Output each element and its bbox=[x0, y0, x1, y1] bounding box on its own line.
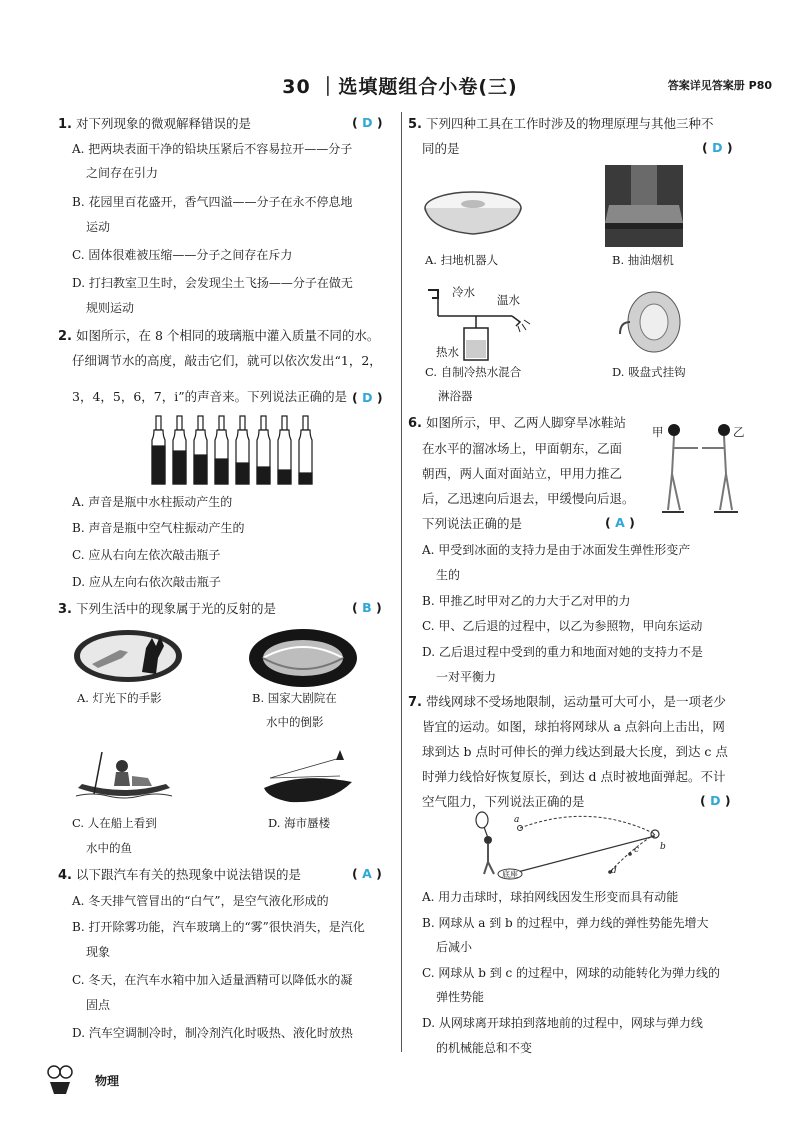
q7-option-b-line2: 后减小 bbox=[436, 940, 473, 954]
question-2-text-1: 如图所示，在 8 个相同的玻璃瓶中灌入质量不同的水。 bbox=[75, 328, 380, 343]
mirage-image bbox=[260, 748, 356, 808]
q4-option-b-line1: B. 打开除雾功能，汽车玻璃上的“雾”很快消失，是汽化 bbox=[72, 920, 365, 934]
question-4-number: 4. bbox=[58, 868, 72, 883]
bottle-8 bbox=[299, 416, 312, 484]
column-divider bbox=[401, 112, 402, 1052]
question-7-stem-line1 bbox=[408, 693, 726, 712]
question-2-stem-line3: 3，4，5，6，7，i”的声音来。下列说法正确的是 bbox=[72, 389, 348, 404]
q6-option-d-line1: D. 乙后退过程中受到的重力和地面对她的支持力不是 bbox=[422, 645, 703, 659]
q2-option-a: A. 声音是瓶中水柱振动产生的 bbox=[72, 495, 233, 509]
q3-caption-c-line1: C. 人在船上看到 bbox=[72, 816, 157, 830]
question-2-stem-line1 bbox=[58, 327, 379, 346]
q7-point-a: a bbox=[514, 815, 520, 825]
q1-option-b-line2: 运动 bbox=[86, 220, 111, 234]
q7-option-c-line2: 弹性势能 bbox=[436, 990, 485, 1004]
q6-label-yi: 乙 bbox=[733, 425, 745, 439]
question-2-answer: ( D ) bbox=[352, 390, 383, 405]
bottle-2 bbox=[173, 416, 186, 484]
q7-option-a: A. 用力击球时，球拍网线因发生形变而具有动能 bbox=[422, 890, 679, 904]
answer-reference: 答案详见答案册 P80 bbox=[667, 79, 772, 92]
q4-option-c-line2: 固点 bbox=[86, 998, 111, 1012]
question-7-stem-line3: 球到达 b 点时可伸长的弹力线达到最大长度，到达 c 点 bbox=[422, 744, 728, 759]
question-2-number: 2. bbox=[58, 329, 72, 344]
bottle-1 bbox=[152, 416, 165, 484]
q7-option-c-line1: C. 网球从 b 到 c 的过程中，网球的动能转化为弹力线的 bbox=[422, 966, 721, 980]
q3-caption-b-line2: 水中的倒影 bbox=[266, 715, 324, 729]
question-4-stem bbox=[58, 866, 301, 885]
q7-option-d-line1: D. 从网球离开球拍到落地前的过程中，网球与弹力线 bbox=[422, 1016, 703, 1030]
q5-label-warm: 温水 bbox=[497, 293, 520, 307]
question-1-text: 对下列现象的微观解释错误的是 bbox=[75, 116, 251, 131]
question-5-stem-line2: 同的是 bbox=[422, 141, 460, 156]
q4-option-b-line2: 现象 bbox=[86, 945, 111, 959]
question-1-number: 1. bbox=[58, 117, 72, 132]
question-6-answer: ( A ) bbox=[605, 515, 635, 530]
question-1-answer: ( D ) bbox=[352, 115, 383, 130]
q1-option-a-line1: A. 把两块表面干净的铅块压紧后不容易拉开——分子 bbox=[72, 142, 353, 156]
bottle-3 bbox=[194, 416, 207, 484]
question-7-answer: ( D ) bbox=[700, 793, 731, 808]
bottle-5 bbox=[236, 416, 249, 484]
q5-caption-c-line1: C. 自制冷热水混合 bbox=[425, 365, 522, 379]
q7-point-c: c bbox=[634, 845, 640, 855]
question-1-stem bbox=[58, 115, 251, 134]
question-5-answer: ( D ) bbox=[702, 140, 733, 155]
question-7-stem-line2: 皆宜的运动。如图，球拍将网球从 a 点斜向上击出，网 bbox=[422, 719, 725, 734]
q5-caption-d: D. 吸盘式挂钩 bbox=[612, 365, 686, 379]
q1-option-d-line1: D. 打扫教室卫生时，会发现尘土飞扬——分子在做无 bbox=[72, 276, 353, 290]
question-6-text-1: 如图所示，甲、乙两人脚穿旱冰鞋站 bbox=[425, 415, 626, 430]
q7-point-d: d bbox=[611, 866, 617, 876]
question-4-text: 以下跟汽车有关的热现象中说法错误的是 bbox=[75, 867, 301, 882]
q6-option-d-line2: 一对平衡力 bbox=[436, 670, 497, 684]
question-3-stem bbox=[58, 600, 276, 619]
question-6-stem-line2: 在水平的溜冰场上，甲面朝东，乙面 bbox=[422, 441, 623, 456]
q4-option-c-line1: C. 冬天，在汽车水箱中加入适量酒精可以降低水的凝 bbox=[72, 973, 353, 987]
question-7-stem-line4: 时弹力线恰好恢复原长，到达 d 点时被地面弹起。不计 bbox=[422, 769, 726, 784]
q7-option-b-line1: B. 网球从 a 到 b 的过程中，弹力线的弹性势能先增大 bbox=[422, 916, 709, 930]
q7-option-d-line2: 的机械能总和不变 bbox=[436, 1041, 533, 1055]
q6-option-b: B. 甲推乙时甲对乙的力大于乙对甲的力 bbox=[422, 594, 631, 608]
page-title: 30 ｜选填题组合小卷(三) bbox=[282, 76, 518, 98]
question-5-text-1: 下列四种工具在工作时涉及的物理原理与其他三种不 bbox=[425, 116, 714, 131]
robot-vacuum-image bbox=[420, 178, 526, 242]
question-7-text-1: 带线网球不受场地限制，运动量可大可小，是一项老少 bbox=[425, 694, 726, 709]
q3-caption-b-line1: B. 国家大剧院在 bbox=[252, 691, 337, 705]
q2-option-d: D. 应从左向右依次敲击瓶子 bbox=[72, 575, 221, 589]
q7-point-b: b bbox=[660, 842, 666, 852]
answer-letter: D bbox=[362, 390, 373, 405]
question-3-number: 3. bbox=[58, 602, 72, 617]
answer-letter: D bbox=[712, 140, 723, 155]
q6-label-jia: 甲 bbox=[652, 425, 664, 439]
question-7-stem-line5: 空气阻力，下列说法正确的是 bbox=[422, 794, 585, 809]
boat-fish-image bbox=[72, 748, 176, 806]
answer-letter: A bbox=[615, 515, 625, 530]
answer-letter: B bbox=[362, 600, 372, 615]
question-5-stem-line1 bbox=[408, 115, 713, 134]
footer-subject: 物理 bbox=[95, 1074, 120, 1088]
question-7-number: 7. bbox=[408, 695, 422, 710]
suction-hook-image bbox=[606, 282, 686, 362]
question-3-answer: ( B ) bbox=[352, 600, 382, 615]
q5-caption-c-line2: 淋浴器 bbox=[438, 389, 473, 403]
q6-option-a-line2: 生的 bbox=[436, 568, 461, 582]
bottle-6 bbox=[257, 416, 270, 484]
q5-caption-a: A. 扫地机器人 bbox=[425, 253, 499, 267]
range-hood-image bbox=[605, 165, 683, 247]
q2-option-c: C. 应从右向左依次敲击瓶子 bbox=[72, 548, 221, 562]
q4-option-d: D. 汽车空调制冷时，制冷剂汽化时吸热、液化时放热 bbox=[72, 1026, 353, 1040]
question-4-answer: ( A ) bbox=[352, 866, 382, 881]
q5-caption-b: B. 抽油烟机 bbox=[612, 253, 674, 267]
q5-label-hot: 热水 bbox=[436, 345, 459, 359]
q4-option-a: A. 冬天排气管冒出的“白气”，是空气液化形成的 bbox=[72, 894, 329, 908]
bottle-7 bbox=[278, 416, 291, 484]
theater-reflection-image bbox=[248, 628, 358, 688]
q1-option-a-line2: 之间存在引力 bbox=[86, 166, 159, 180]
q3-caption-d: D. 海市蜃楼 bbox=[268, 816, 331, 830]
water-bottles-figure bbox=[150, 414, 325, 486]
answer-letter: A bbox=[362, 866, 372, 881]
q7-base-label: 底座 bbox=[502, 870, 518, 879]
question-3-text: 下列生活中的现象属于光的反射的是 bbox=[75, 601, 276, 616]
q3-caption-a: A. 灯光下的手影 bbox=[77, 691, 162, 705]
question-5-number: 5. bbox=[408, 117, 422, 132]
q1-option-b-line1: B. 花园里百花盛开，香气四溢——分子在永不停息地 bbox=[72, 195, 353, 209]
q1-option-c: C. 固体很难被压缩——分子之间存在斥力 bbox=[72, 248, 293, 262]
hand-shadow-image bbox=[72, 628, 184, 684]
answer-letter: D bbox=[362, 115, 373, 130]
question-6-stem-line4: 后，乙迅速向后退去，甲缓慢向后退。 bbox=[422, 491, 635, 506]
bottle-4 bbox=[215, 416, 228, 484]
q5-label-cold: 冷水 bbox=[452, 285, 475, 299]
question-6-stem-line1 bbox=[408, 414, 626, 433]
mascot-icon bbox=[40, 1062, 80, 1096]
q6-option-c: C. 甲、乙后退的过程中，以乙为参照物，甲向东运动 bbox=[422, 619, 703, 633]
q1-option-d-line2: 规则运动 bbox=[86, 301, 135, 315]
q3-caption-c-line2: 水中的鱼 bbox=[86, 841, 132, 855]
question-2-stem-line2: 仔细调节水的高度，敲击它们，就可以依次发出“1，2， bbox=[72, 353, 382, 368]
q2-option-b: B. 声音是瓶中空气柱振动产生的 bbox=[72, 521, 245, 535]
question-6-stem-line5: 下列说法正确的是 bbox=[422, 516, 523, 531]
answer-letter: D bbox=[710, 793, 721, 808]
question-6-stem-line3: 朝西，两人面对面站立，甲用力推乙 bbox=[422, 466, 623, 481]
q6-option-a-line1: A. 甲受到冰面的支持力是由于冰面发生弹性形变产 bbox=[422, 543, 691, 557]
question-6-number: 6. bbox=[408, 416, 422, 431]
